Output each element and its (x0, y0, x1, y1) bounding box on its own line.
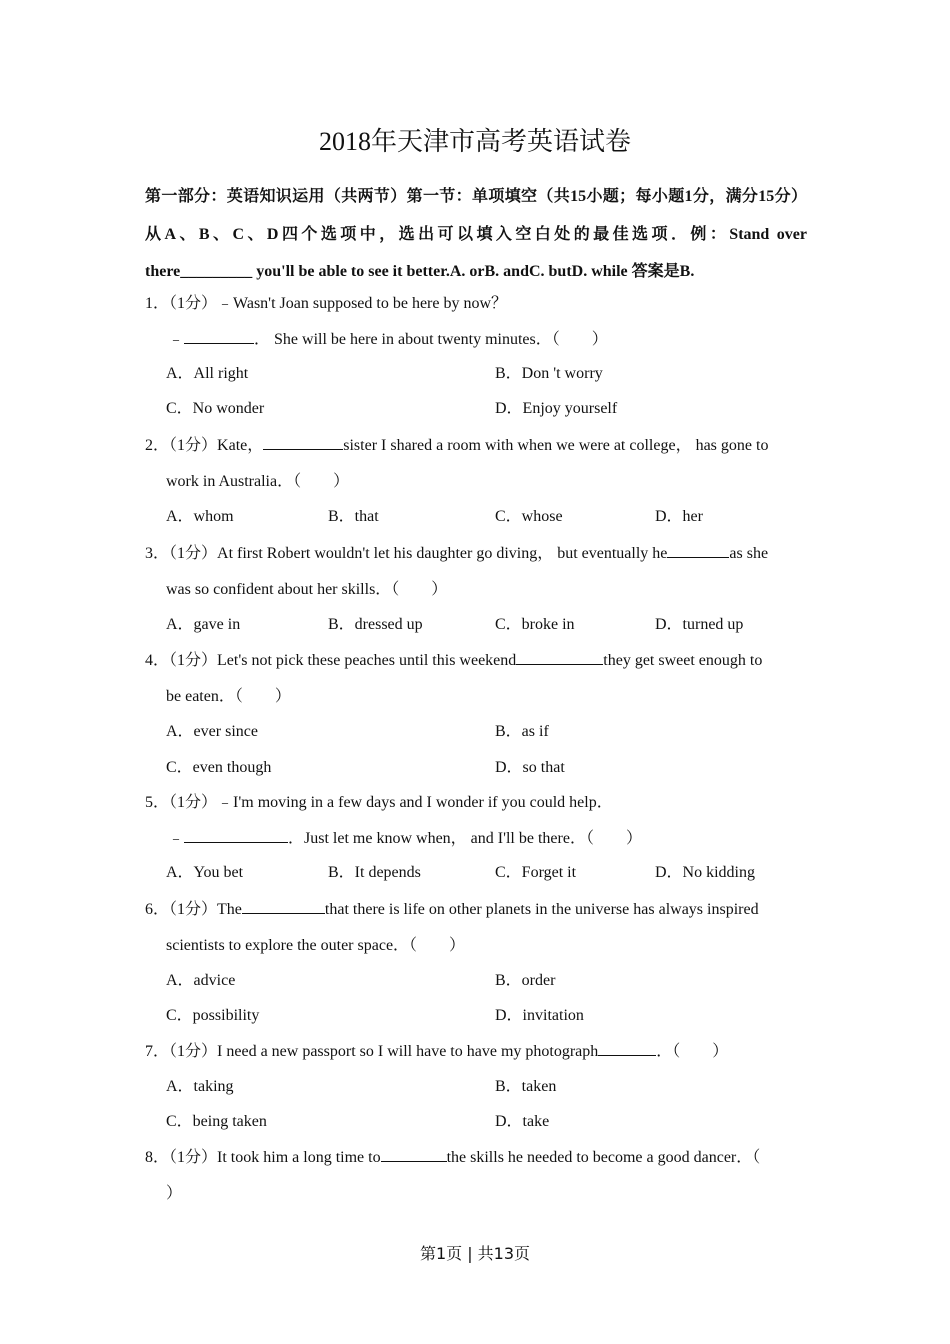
question-3-stem-cont: was so confident about her skills．（ ） (166, 581, 448, 598)
question-2-stem: 2．（1分）Kate， sister I shared a room with when we were at college， has gone to (145, 434, 768, 457)
question-3-option-d[interactable]: D．turned up (655, 616, 744, 633)
question-6-stem-cont: scientists to explore the outer space．（ ） (166, 937, 466, 954)
answer-blank (184, 328, 254, 344)
answer-blank (263, 434, 343, 450)
question-8-stem: 8．（1分）It took him a long time to the skills he needed to become a good dancer．（ (145, 1146, 760, 1169)
question-1-option-a[interactable]: A．All right (166, 365, 249, 382)
question-4-stem-cont: be eaten．（ ） (166, 688, 291, 705)
question-7-option-c[interactable]: C．being taken (166, 1113, 267, 1130)
question-1-response: ﹣ ． She will be here in about twenty minutes．（ ） (168, 328, 608, 351)
answer-blank (381, 1146, 447, 1162)
answer-blank (598, 1040, 656, 1056)
question-6-option-a[interactable]: A．advice (166, 972, 236, 989)
question-2-option-a[interactable]: A．whom (166, 508, 234, 525)
question-5-option-b[interactable]: B．It depends (328, 864, 421, 881)
question-5-option-a[interactable]: A．You bet (166, 864, 244, 881)
question-3-option-b[interactable]: B．dressed up (328, 616, 423, 633)
page-footer: 第1页 | 共13页 (419, 1244, 531, 1263)
question-5-option-c[interactable]: C．Forget it (495, 864, 577, 881)
page-title: 2018年天津市高考英语试卷 (318, 127, 631, 156)
question-1-option-d[interactable]: D．Enjoy yourself (495, 400, 618, 417)
question-4-option-c[interactable]: C．even though (166, 759, 272, 776)
answer-blank (516, 649, 603, 665)
question-4-option-b[interactable]: B．as if (495, 723, 549, 740)
question-1-stem: 1．（1分）﹣Wasn't Joan supposed to be here by now？ (145, 295, 508, 312)
question-7-option-d[interactable]: D．take (495, 1113, 550, 1130)
question-3-stem: 3．（1分）At first Robert wouldn't let his daughter go diving， but eventually he as she (145, 542, 768, 565)
answer-blank (184, 827, 288, 843)
section-instructions: 第一部分：英语知识运用（共两节）第一节：单项填空（共15小题；每小题1分，满分15分）从A、B、C、D四个选项中，选出可以填入空白处的最佳选项．例：Stand over there_________ you'll be able to see it better.A. orB. andC. butD. while 答案是B. (145, 188, 807, 280)
question-7-option-a[interactable]: A．taking (166, 1078, 234, 1095)
question-4-stem: 4．（1分）Let's not pick these peaches until this weekend they get sweet enough to (145, 649, 762, 672)
question-6-option-c[interactable]: C．possibility (166, 1007, 260, 1024)
question-1-option-b[interactable]: B．Don 't worry (495, 365, 603, 382)
answer-blank (667, 542, 729, 558)
question-3-option-c[interactable]: C．broke in (495, 616, 575, 633)
question-4-option-a[interactable]: A．ever since (166, 723, 258, 740)
question-7-stem: 7．（1分）I need a new passport so I will have to have my photograph ．（ ） (145, 1040, 728, 1063)
question-4-option-d[interactable]: D．so that (495, 759, 565, 776)
question-5-stem: 5．（1分）﹣I'm moving in a few days and I wonder if you could help． (145, 794, 613, 811)
question-3-option-a[interactable]: A．gave in (166, 616, 241, 633)
answer-blank (242, 898, 325, 914)
question-7-option-b[interactable]: B．taken (495, 1078, 557, 1095)
question-5-option-d[interactable]: D．No kidding (655, 864, 756, 881)
question-8-stem-cont: ） (166, 1185, 183, 1202)
question-5-response: ﹣ ．Just let me know when， and I'll be there．（ ） (168, 827, 642, 850)
question-6-option-d[interactable]: D．invitation (495, 1007, 584, 1024)
question-6-stem: 6．（1分）The that there is life on other planets in the universe has always inspired (145, 898, 759, 921)
question-2-option-d[interactable]: D．her (655, 508, 703, 525)
question-1-option-c[interactable]: C．No wonder (166, 400, 265, 417)
question-2-option-b[interactable]: B．that (328, 508, 379, 525)
question-6-option-b[interactable]: B．order (495, 972, 556, 989)
question-2-option-c[interactable]: C．whose (495, 508, 563, 525)
question-2-stem-cont: work in Australia．（ ） (166, 473, 350, 490)
